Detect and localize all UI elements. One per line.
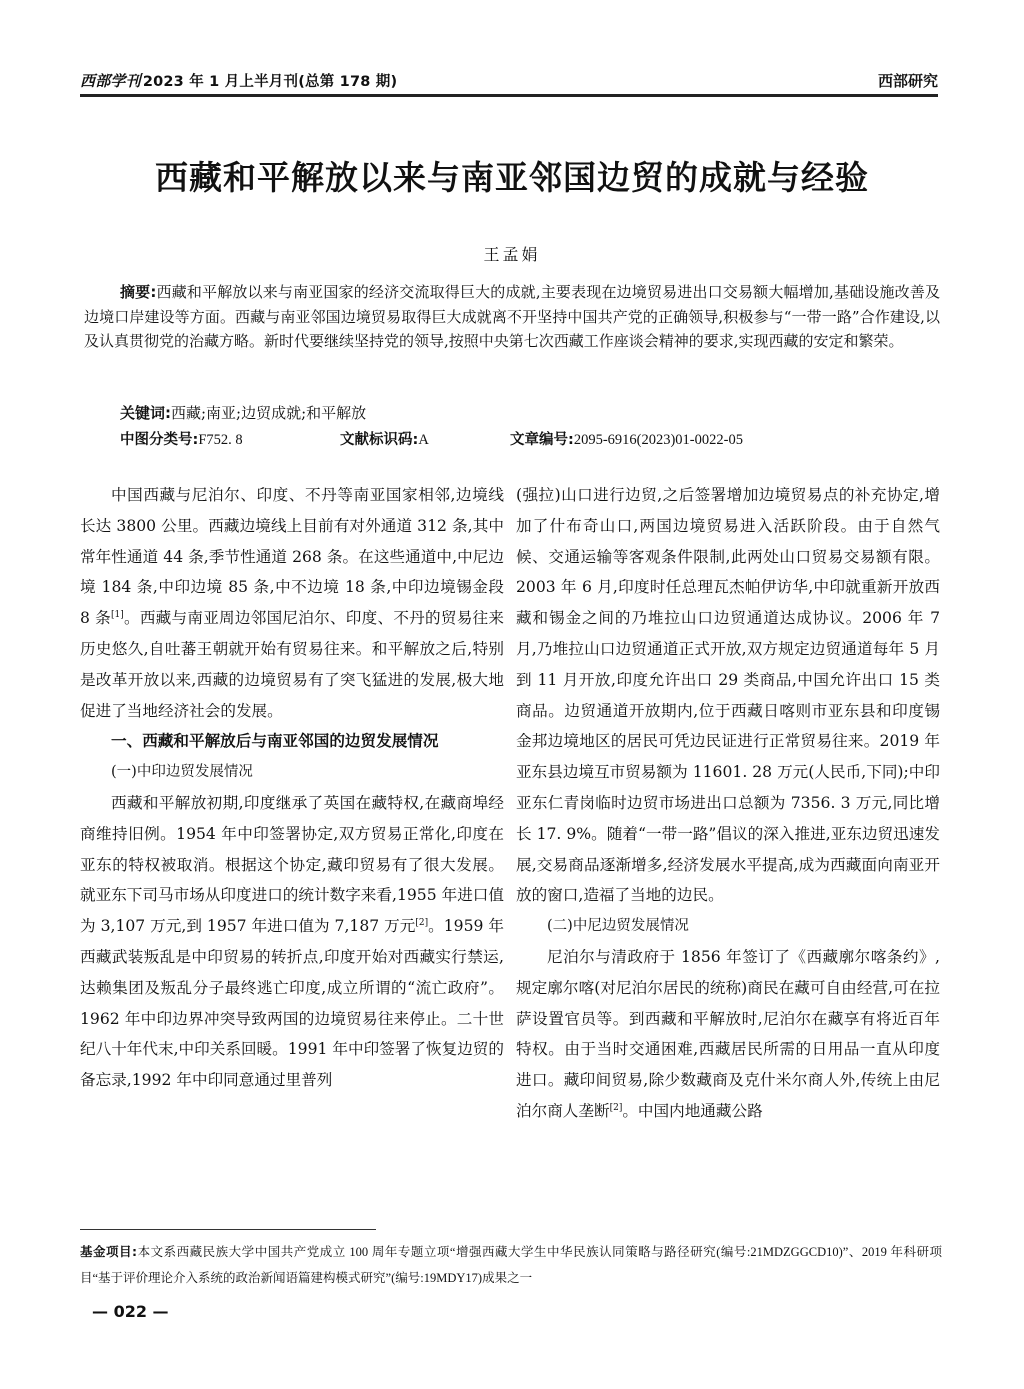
abstract-text: 西藏和平解放以来与南亚国家的经济交流取得巨大的成就,主要表现在边境贸易进出口交易额大幅增加,基础设施改善及边境口岸建设等方面。西藏与南亚邻国边境贸易取得巨大成就离不开坚持中国共产党的正确领导,积极参与“一带一路”合作建设,以及认真贯彻党的治藏方略。新时代要继续坚持党的领导,按照中央第七次西藏工作座谈会精神的要求,实现西藏的安定和繁荣。	[84, 283, 940, 350]
paragraph: 西藏和平解放初期,印度继承了英国在藏特权,在藏商埠经商维持旧例。1954 年中印签署协定,双方贸易正常化,印度在亚东的特权被取消。根据这个协定,藏印贸易有了很大发展。就亚东下司马市场从印度进口的统计数字来看,1955 年进口值为 3,107 万元,到 1957 年进口值为 7,187 万元[2]。1959 年西藏武装叛乱是中印贸易的转折点,印度开始对西藏实行禁运,达赖集团及叛乱分子最终逃亡印度,成立所谓的“流亡政府”。1962 年中印边界冲突导致两国的边境贸易往来停止。二十世纪八十年代末,中印关系回暖。1991 年中印签署了恢复边贸的备忘录,1992 年中印同意通过里普列	[80, 793, 504, 1090]
section-name: 西部研究	[877, 72, 938, 90]
clc-code: 中图分类号:F752. 8	[120, 432, 243, 448]
body-column-left	[80, 480, 504, 1096]
paragraph: 尼泊尔与清政府于 1856 年签订了《西藏廓尔喀条约》,规定廓尔喀(对尼泊尔居民的统称)商民在藏可自由经营,可在拉萨设置官员等。到西藏和平解放时,尼泊尔在藏享有将近百年特权。由于当时交通困难,西藏居民所需的日用品一直从印度进口。藏印间贸易,除少数藏商及克什米尔商人外,传统上由尼泊尔商人垄断[2]。中国内地通藏公路	[516, 947, 940, 1120]
funding-footnote	[80, 1239, 942, 1291]
citation-ref: [1]	[110, 610, 124, 621]
body-column-right	[516, 480, 940, 1127]
running-header	[80, 68, 938, 97]
section-heading: 一、西藏和平解放后与南亚邻国的边贸发展情况	[111, 732, 439, 751]
abstract-label: 摘要:	[120, 283, 157, 301]
journal-logo: 西部学刊	[80, 72, 141, 90]
page-number: — 022 —	[92, 1302, 169, 1321]
funding-text: 本文系西藏民族大学中国共产党成立 100 周年专题立项“增强西藏大学生中华民族认同策略与路径研究(编号:21MDZGGCD10)”、2019 年科研项目“基于评价理论介入系统的政治新闻语篇建构模式研究”(编号:19MDY17)成果之一	[80, 1245, 943, 1285]
author-name: 王孟娟	[483, 245, 541, 264]
subsection-heading: (二)中尼边贸发展情况	[547, 918, 689, 935]
footnote-divider	[80, 1229, 376, 1230]
citation-ref: [2]	[415, 918, 429, 929]
article-number: 文章编号:2095-6916(2023)01-0022-05	[510, 432, 743, 448]
citation-ref: [2]	[609, 1102, 623, 1113]
document-code: 文献标识码:A	[340, 432, 429, 448]
keywords-label: 关键词:	[120, 404, 171, 422]
keywords	[120, 402, 940, 423]
issue-info: 2023 年 1 月上半月刊(总第 178 期)	[142, 74, 398, 90]
abstract	[84, 280, 940, 354]
subsection-heading: (一)中印边贸发展情况	[111, 764, 253, 781]
header-journal-issue	[80, 70, 397, 91]
funding-label: 基金项目:	[80, 1244, 138, 1259]
keywords-text: 西藏;南亚;边贸成就;和平解放	[171, 404, 367, 422]
article-title: 西藏和平解放以来与南亚邻国边贸的成就与经验	[155, 158, 869, 197]
paragraph: 中国西藏与尼泊尔、印度、不丹等南亚国家相邻,边境线长达 3800 公里。西藏边境线上目前有对外通道 312 条,其中常年性通道 44 条,季节性通道 268 条。在这些通道中,中尼边境 184 条,中印边境 85 条,中不边境 18 条,中印边境锡金段 8 条[1]。西藏与南亚周边邻国尼泊尔、印度、不丹的贸易往来历史悠久,自吐蕃王朝就开始有贸易往来。和平解放之后,特别是改革开放以来,西藏的边境贸易有了突飞猛进的发展,极大地促进了当地经济社会的发展。	[80, 486, 504, 720]
paragraph: (强拉)山口进行边贸,之后签署增加边境贸易点的补充协定,增加了什布奇山口,两国边境贸易进入活跃阶段。由于自然气候、交通运输等客观条件限制,此两处山口贸易交易额有限。2003 年 6 月,印度时任总理瓦杰帕伊访华,中印就重新开放西藏和锡金之间的乃堆拉山口边贸通道达成协议。2006 年 7 月,乃堆拉山口边贸通道正式开放,双方规定边贸通道每年 5 月到 11 月开放,印度允许出口 29 类商品,中国允许出口 15 类商品。边贸通道开放期内,位于西藏日喀则市亚东县和印度锡金邦边境地区的居民可凭边民证进行正常贸易往来。2019 年亚东县边境互市贸易额为 11601. 28 万元(人民币,下同);中印亚东仁青岗临时边贸市场进出口总额为 7356. 3 万元,同比增长 17. 9%。随着“一带一路”倡议的深入推进,亚东边贸迅速发展,交易商品逐渐增多,经济发展水平提高,成为西藏面向南亚开放的窗口,造福了当地的边民。	[516, 486, 940, 905]
